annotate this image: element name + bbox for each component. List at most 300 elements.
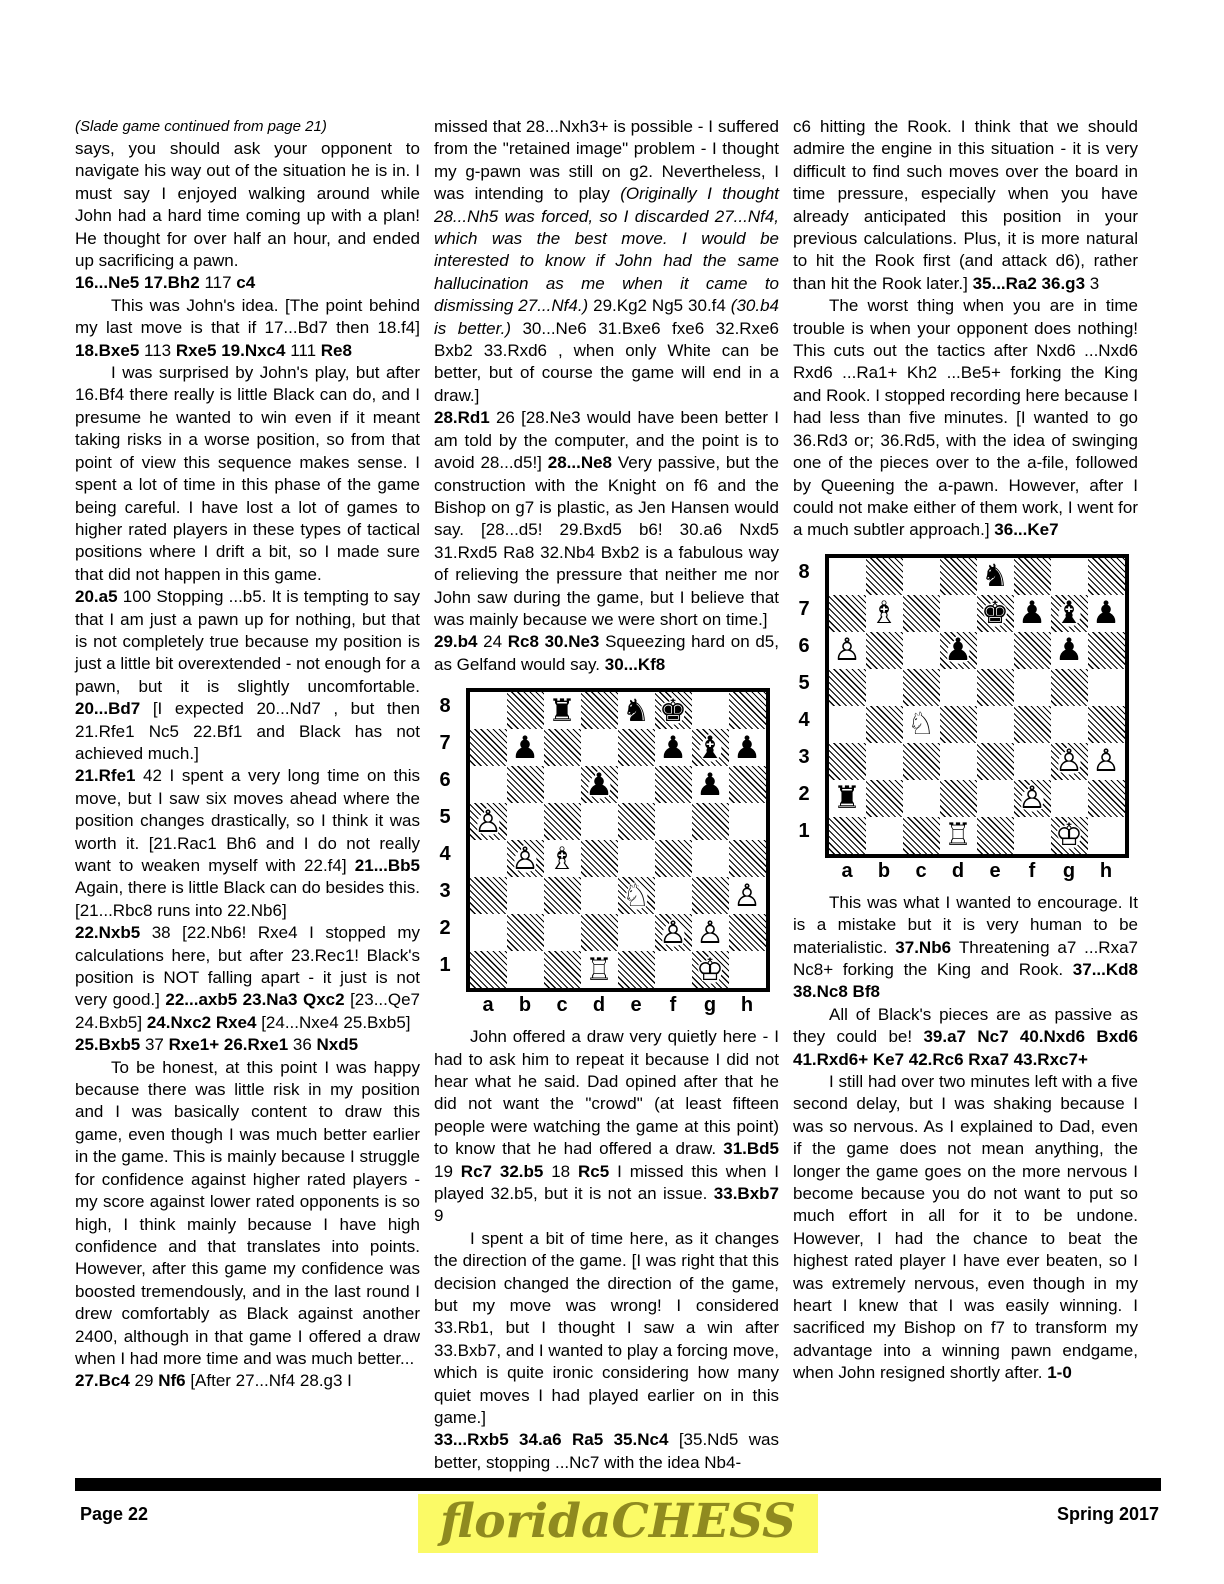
rank-label: 2	[798, 783, 810, 806]
white-pawn-icon: ♙	[730, 878, 765, 914]
board-square	[618, 877, 655, 914]
board-square	[1088, 669, 1125, 706]
board-square	[655, 840, 692, 877]
text-run: Rxe5 19.Nxc4	[175, 340, 291, 360]
board-square	[544, 803, 581, 840]
move-line	[75, 272, 420, 294]
file-label: b	[518, 994, 532, 1017]
board-square	[692, 877, 729, 914]
board-square	[977, 817, 1014, 854]
text-paragraph	[75, 362, 420, 586]
board-square	[729, 914, 766, 951]
board-square	[903, 743, 940, 780]
text-run: Nxd5	[316, 1035, 359, 1055]
text-run: [23...Qe7 24.Bxb5]	[75, 990, 420, 1032]
text-run: 1-0	[1047, 1363, 1072, 1383]
text-run: (Slade game continued from page 21)	[75, 118, 327, 135]
board-square	[829, 817, 866, 854]
board-square	[1088, 780, 1125, 817]
board-square	[470, 840, 507, 877]
black-bishop-icon: ♝	[693, 730, 728, 766]
board-square	[544, 692, 581, 729]
board-square	[1051, 632, 1088, 669]
board-square	[866, 817, 903, 854]
file-label: f	[669, 994, 677, 1017]
text-paragraph	[434, 1228, 779, 1430]
board-square	[1088, 632, 1125, 669]
rank-label: 6	[439, 769, 451, 792]
white-knight-icon: ♘	[619, 878, 654, 914]
white-bishop-icon: ♗	[545, 841, 580, 877]
text-run: 100 Stopping ...b5. It is tempting to say that I am just a pawn up for nothing, but that is not completely true because my position is just a little bit overextended - not enough for a pawn, but it is slightly uncomfortable.	[75, 587, 420, 696]
board-square	[940, 632, 977, 669]
column-middle	[434, 116, 779, 1474]
board-square	[692, 803, 729, 840]
board-square	[692, 766, 729, 803]
board-square	[692, 729, 729, 766]
white-pawn-icon: ♙	[1052, 743, 1087, 779]
page-number: Page 22	[80, 1504, 149, 1524]
move-line	[75, 1034, 420, 1056]
file-label: h	[1099, 859, 1113, 882]
file-label: e	[630, 994, 642, 1017]
board-square	[1014, 817, 1051, 854]
text-run: 113	[144, 340, 176, 360]
board-square	[1014, 595, 1051, 632]
board-square	[866, 558, 903, 595]
rank-label: 3	[798, 746, 810, 769]
board-square	[581, 951, 618, 988]
text-run: Threatening a7 ...Rxa7 Nc8+ forking the King and Rook.	[793, 937, 1138, 979]
text-paragraph	[75, 1370, 420, 1392]
white-rook-icon: ♖	[941, 817, 976, 853]
black-king-icon: ♚	[978, 595, 1013, 631]
file-label: d	[592, 994, 606, 1017]
file-label: c	[556, 994, 568, 1017]
text-run: 37...Kd8 38.Nc8 Bf8	[793, 959, 1138, 1002]
black-rook-icon: ♜	[830, 780, 865, 816]
file-labels	[470, 992, 774, 1018]
file-label: e	[989, 859, 1001, 882]
board-square	[729, 729, 766, 766]
black-pawn-icon: ♟	[941, 632, 976, 668]
text-paragraph	[75, 1057, 420, 1371]
board-square	[1051, 706, 1088, 743]
board-square	[829, 558, 866, 595]
black-pawn-icon: ♟	[656, 730, 691, 766]
text-run: 36...Ke7	[994, 520, 1059, 540]
column-right	[793, 116, 1138, 1474]
board-square	[507, 914, 544, 951]
black-rook-icon: ♜	[545, 693, 580, 729]
board-square	[977, 743, 1014, 780]
board-square	[507, 766, 544, 803]
board-square	[1051, 595, 1088, 632]
text-paragraph	[75, 295, 420, 362]
board-square	[1051, 817, 1088, 854]
board-square	[866, 706, 903, 743]
text-run: The worst thing when you are in time trouble is when your opponent does nothing! This cuts out the tactics after Nxd6 ...Nxd6 Rxd6 ...Ra1+ Kh2 ...Be5+ forking the King and Rook. I stopped recording here because I had less than five minutes. [I wanted to go 36.Rd3 or; 36.Rd5, with the idea of swinging one of the pieces over to the a-file, followed by Queening the a-pawn. However, after I could not make either of them work, I went for a much subtler approach.]	[793, 296, 1138, 540]
text-run: All of Black's pieces are as passive as they could be!	[793, 1004, 1138, 1047]
black-pawn-icon: ♟	[693, 767, 728, 803]
text-paragraph	[434, 407, 779, 631]
text-run: This was what I wanted to encourage. It is a mistake but it is very human to be materialistic.	[793, 892, 1138, 957]
board-square	[1014, 669, 1051, 706]
rank-labels	[440, 688, 466, 992]
board-square	[618, 692, 655, 729]
white-king-icon: ♔	[693, 952, 728, 988]
board-square	[507, 692, 544, 729]
board-square	[903, 595, 940, 632]
board-square	[1051, 669, 1088, 706]
text-paragraph	[75, 138, 420, 272]
board-square	[507, 729, 544, 766]
board-square	[977, 780, 1014, 817]
board-square	[940, 780, 977, 817]
board-square	[655, 877, 692, 914]
board-square	[581, 692, 618, 729]
text-run: [After 27...Nf4 28.g3 I	[190, 1371, 352, 1391]
board-square	[1088, 595, 1125, 632]
board-square	[470, 729, 507, 766]
board-square	[1051, 743, 1088, 780]
text-run: To be honest, at this point I was happy because there was little risk in my position and I was basically content to draw this game, even though I was much better earlier in the game. This is mainly because I struggle for confidence against higher rated players - my score against lower rated opponents is so high, I think mainly because I have high confidence and that translates into points. However, after this game my confidence was boosted tremendously, and in the last round I drew comfortably as Black against another 2400, although in that game I offered a draw when I had more time and was much better...	[75, 1057, 420, 1368]
board-square	[829, 706, 866, 743]
board-square	[655, 914, 692, 951]
text-run: c6 hitting the Rook. I think that we should admire the engine in this situation - it is very difficult to find such moves over the board in time pressure, especially when you have already anticipated this position in your previous calculations. Plus, it is more natural to hit the Rook first (and attack d6), rather than hit the Rook later.]	[793, 117, 1138, 293]
chess-board	[825, 554, 1129, 858]
board-square	[470, 877, 507, 914]
board-square	[1088, 743, 1125, 780]
rank-label: 1	[439, 954, 451, 977]
board-square	[692, 951, 729, 988]
board-square	[507, 803, 544, 840]
text-run: I was surprised by John's play, but after 16.Bf4 there really is little Black can do, and I presume he wanted to win even if it meant taking risks in a worse position, so from that point of view this sequence makes sense. I spent a lot of time in this phase of the game being careful. I have lost a lot of games to higher rated players in these types of tactical positions where I drift a bit, so I made sure that did not happen in this game.	[75, 363, 420, 584]
white-pawn-icon: ♙	[830, 632, 865, 668]
board-square	[729, 951, 766, 988]
text-run: Rc7 32.b5	[460, 1161, 552, 1181]
file-label: g	[703, 994, 717, 1017]
white-pawn-icon: ♙	[1015, 780, 1050, 816]
board-square	[1014, 780, 1051, 817]
board-square	[729, 803, 766, 840]
board-square	[618, 914, 655, 951]
board-square	[655, 729, 692, 766]
board-square	[729, 840, 766, 877]
board-square	[829, 743, 866, 780]
white-pawn-icon: ♙	[693, 915, 728, 951]
board-square	[544, 729, 581, 766]
text-paragraph	[434, 116, 779, 407]
board-square	[618, 729, 655, 766]
board-square	[829, 632, 866, 669]
board-square	[729, 692, 766, 729]
board-square	[940, 558, 977, 595]
text-run: says, you should ask your opponent to navigate his way out of the situation he is in. I must say I enjoyed walking around while John had a hard time coming up with a plan! He thought for over half an hour, and ended up sacrificing a pawn.	[75, 139, 420, 271]
board-square	[1088, 706, 1125, 743]
text-run: 28...Ne8	[547, 453, 618, 473]
black-pawn-icon: ♟	[730, 730, 765, 766]
text-paragraph	[793, 1004, 1138, 1071]
text-run: Nf6	[158, 1371, 191, 1391]
footer-divider	[75, 1478, 1161, 1491]
board-square	[544, 914, 581, 951]
text-run: Squeezing hard on d5, as Gelfand would say.	[434, 632, 779, 674]
board-square	[729, 877, 766, 914]
text-run: 111	[290, 340, 321, 360]
board-square	[655, 692, 692, 729]
text-run: 29.Kg2 Ng5 30.f4	[588, 296, 731, 316]
text-run: 19	[434, 1161, 461, 1181]
text-run: 37.Nb6	[895, 937, 959, 957]
file-label: g	[1062, 859, 1076, 882]
rank-label: 5	[439, 806, 451, 829]
white-king-icon: ♔	[1052, 817, 1087, 853]
board-square	[544, 951, 581, 988]
board-square	[581, 766, 618, 803]
text-run: 31.Bd5	[723, 1139, 779, 1159]
board-square	[977, 632, 1014, 669]
rank-label: 5	[798, 672, 810, 695]
text-run: 33.Bxb7	[713, 1184, 779, 1203]
black-pawn-icon: ♟	[1015, 595, 1050, 631]
rank-label: 3	[439, 880, 451, 903]
white-pawn-icon: ♙	[508, 841, 543, 877]
board-square	[866, 632, 903, 669]
board-square	[470, 951, 507, 988]
text-run: 39.a7 Nc7 40.Nxd6 Bxd6 41.Rxd6+ Ke7 42.Rc6 Rxa7 43.Rxc7+	[793, 1027, 1138, 1069]
board-square	[940, 743, 977, 780]
board-square	[1014, 706, 1051, 743]
text-run: 21...Bb5	[354, 856, 420, 875]
text-paragraph	[793, 295, 1138, 541]
board-square	[655, 951, 692, 988]
board-square	[655, 803, 692, 840]
board-square	[470, 766, 507, 803]
file-label: a	[482, 994, 494, 1017]
board-square	[655, 766, 692, 803]
text-run: c4	[236, 273, 256, 293]
white-bishop-icon: ♗	[867, 595, 902, 631]
text-run: John offered a draw very quietly here - I had to ask him to repeat it because I did not hear what he said. Dad opined after that he did not want the "crowd" (at least fifteen people were watching the game at this point) to know that he had offered a draw.	[434, 1027, 779, 1159]
black-knight-icon: ♞	[619, 693, 654, 729]
board-square	[692, 840, 729, 877]
file-label: d	[951, 859, 965, 882]
file-label: f	[1028, 859, 1036, 882]
board-square	[581, 729, 618, 766]
text-run: 24	[483, 632, 508, 652]
text-run: 16...Ne5 17.Bh2	[75, 273, 205, 293]
board-square	[692, 692, 729, 729]
black-pawn-icon: ♟	[582, 767, 617, 803]
rank-label: 8	[798, 561, 810, 584]
chess-diagram	[799, 554, 1133, 884]
board-square	[470, 914, 507, 951]
text-run: 18.Bxe5	[75, 340, 144, 360]
text-run: I still had over two minutes left with a five second delay, but I was shaking because I was so nervous. As I explained to Dad, even if the game does not mean anything, the longer the game goes on the more nervous I become because you do not want to put so much effort in all for it to be undone. However, I had the chance to beat the highest rated player I have ever beaten, so I was extremely nervous, even though in my heart I knew that I was easily winning. I sacrificed my Bishop on f7 to transform my advantage into a winning pawn endgame, when John resigned shortly after.	[793, 1071, 1138, 1383]
file-label: b	[877, 859, 891, 882]
rank-label: 8	[439, 695, 451, 718]
text-run: (Originally I thought 28...Nh5 was forced, so I discarded 27...Nf4, which was the best move. I would be interested to know if John had the same hallucination as me when it came to dismissing 27...Nf4.)	[434, 184, 780, 316]
board-square	[470, 803, 507, 840]
text-run: 21.Rfe1	[75, 766, 144, 786]
text-paragraph	[434, 631, 779, 676]
white-pawn-icon: ♙	[471, 804, 506, 840]
board-square	[903, 558, 940, 595]
text-paragraph	[75, 765, 420, 922]
rank-label: 1	[798, 820, 810, 843]
black-king-icon: ♚	[656, 693, 691, 729]
board-square	[903, 706, 940, 743]
board-square	[544, 877, 581, 914]
text-run: Rc5	[578, 1161, 618, 1181]
file-labels	[829, 858, 1133, 884]
chess-board	[466, 688, 770, 992]
article-body	[75, 116, 1138, 1474]
text-run: missed that 28...Nxh3+ is possible - I suffered from the "retained image" problem - I thought my g-pawn was still on g2. Nevertheless, I was intending to play	[434, 117, 779, 204]
board-square	[829, 780, 866, 817]
board-square	[507, 877, 544, 914]
text-run: 9	[434, 1206, 444, 1226]
text-run: 42 I spent a very long time on this move, but I saw six moves ahead where the position changes drastically, so I think it was worth it. [21.Rac1 Bh6 and I do not really want to weaken myself with 22.f4]	[75, 766, 420, 875]
text-run: This was John's idea. [The point behind my last move is that if 17...Bd7 then 18.f4]	[75, 295, 420, 338]
text-run: [35.Nd5 was better, stopping ...Nc7 with the idea Nb4-	[434, 1430, 779, 1472]
text-run: 28.Rd1	[434, 408, 496, 428]
board-square	[977, 558, 1014, 595]
board-square	[903, 632, 940, 669]
text-run: 26 [28.Ne3 would have been better I am told by the computer, and the point is to avoid 28...d5!]	[434, 408, 779, 473]
board-square	[544, 766, 581, 803]
text-paragraph	[75, 586, 420, 765]
board-square	[544, 840, 581, 877]
text-paragraph	[793, 116, 1138, 295]
text-paragraph	[75, 922, 420, 1034]
file-label: a	[841, 859, 853, 882]
file-label: c	[915, 859, 927, 882]
board-square	[977, 669, 1014, 706]
text-paragraph	[793, 1071, 1138, 1385]
board-square	[866, 669, 903, 706]
board-square	[581, 840, 618, 877]
board-square	[940, 595, 977, 632]
issue-label: Spring 2017	[1056, 1504, 1159, 1524]
board-square	[866, 595, 903, 632]
board-square	[940, 706, 977, 743]
board-square	[903, 780, 940, 817]
text-run: (30.b4 is better.)	[434, 296, 779, 338]
board-square	[866, 743, 903, 780]
text-run: 27.Bc4	[75, 1371, 135, 1391]
text-run: [24...Nxe4 25.Bxb5]	[261, 1012, 411, 1032]
white-knight-icon: ♘	[904, 706, 939, 742]
text-run: 25.Bxb5	[75, 1035, 145, 1055]
text-run: 24.Nxc2 Rxe4	[146, 1012, 262, 1032]
black-pawn-icon: ♟	[1089, 595, 1124, 631]
text-run: 20.a5	[75, 587, 123, 607]
text-run: 37	[144, 1035, 169, 1055]
board-square	[1014, 632, 1051, 669]
board-square	[903, 817, 940, 854]
board-square	[977, 595, 1014, 632]
board-square	[940, 817, 977, 854]
text-run: I spent a bit of time here, as it changes the direction of the game. [I was right that this decision changed the direction of the game, but my move was wrong! I considered 33.Rb1, but I thought I saw a win after 33.Bxb7, and I wanted to play a forcing move, which is quite ironic considering how many quiet moves I had played earlier on in this game.]	[434, 1228, 779, 1428]
white-pawn-icon: ♙	[656, 915, 691, 951]
black-pawn-icon: ♟	[508, 730, 543, 766]
board-square	[1088, 817, 1125, 854]
black-pawn-icon: ♟	[1052, 632, 1087, 668]
text-run: 33...Rxb5 34.a6 Ra5 35.Nc4	[434, 1430, 679, 1450]
text-paragraph	[793, 892, 1138, 1004]
text-run: 3	[1089, 273, 1100, 293]
column-left	[75, 116, 420, 1474]
black-knight-icon: ♞	[978, 558, 1013, 594]
board-square	[581, 877, 618, 914]
text-run: 38 [22.Nb6! Rxe4 I stopped my calculations here, but after 23.Rec1! Black's position is NOT falling apart - it just is not very good.]	[75, 923, 420, 1010]
board-square	[729, 766, 766, 803]
board-square	[1014, 743, 1051, 780]
board-square	[618, 951, 655, 988]
rank-label: 4	[798, 709, 810, 732]
text-run: Very passive, but the construction with the Knight on f6 and the Bishop on g7 is plastic, as Jen Hansen would say. [28...d5! 29.Bxd5 b6! 30.a6 Nxd5 31.Rxd5 Ra8 32.Nb4 Bxb2 is a fabulous way of relieving the pressure that neither me nor John saw during the game, but I believe that was mainly because we were short on time.]	[434, 453, 779, 629]
text-run: 20...Bd7	[75, 699, 153, 719]
board-square	[1051, 558, 1088, 595]
continuation-note	[75, 116, 420, 138]
board-square	[507, 951, 544, 988]
black-bishop-icon: ♝	[1052, 595, 1087, 631]
board-square	[470, 692, 507, 729]
text-paragraph	[434, 1026, 779, 1228]
text-run: 22.Nxb5	[75, 923, 152, 943]
board-square	[581, 803, 618, 840]
board-square	[1014, 558, 1051, 595]
text-run: 29.b4	[434, 632, 484, 652]
board-square	[581, 914, 618, 951]
text-paragraph	[434, 1429, 779, 1474]
rank-label: 4	[439, 843, 451, 866]
board-square	[903, 669, 940, 706]
text-run: 36	[292, 1035, 317, 1055]
board-square	[866, 780, 903, 817]
board-square	[940, 669, 977, 706]
rank-label: 7	[798, 598, 810, 621]
text-run: Re8	[320, 340, 352, 360]
board-square	[507, 840, 544, 877]
text-run: [I expected 20...Nd7 , but then 21.Rfe1 Nc5 22.Bf1 and Black has not achieved much.]	[75, 699, 421, 763]
text-run: Again, there is little Black can do besides this. [21...Rbc8 runs into 22.Nb6]	[75, 878, 420, 920]
chess-diagram	[440, 688, 774, 1018]
rank-label: 2	[439, 917, 451, 940]
board-square	[692, 914, 729, 951]
rank-labels	[799, 554, 825, 858]
white-pawn-icon: ♙	[1089, 743, 1124, 779]
text-run: 18	[551, 1161, 579, 1181]
text-run: Rc8 30.Ne3	[507, 632, 606, 652]
rank-label: 7	[439, 732, 451, 755]
text-run: Rxe1+ 26.Rxe1	[168, 1035, 293, 1055]
file-label: h	[740, 994, 754, 1017]
text-run: I missed this when I played 32.b5, but it is not an issue.	[434, 1161, 779, 1203]
board-square	[1088, 558, 1125, 595]
board-square	[618, 803, 655, 840]
board-square	[1051, 780, 1088, 817]
text-run: 30...Ne6 31.Bxe6 fxe6 32.Rxe6 Bxb2 33.Rxd6 , when only White can be better, but of course the game will end in a draw.]	[434, 318, 779, 405]
board-square	[977, 706, 1014, 743]
text-run: 30...Kf8	[604, 654, 666, 674]
text-run: 29	[134, 1371, 159, 1391]
text-run: 35...Ra2 36.g3	[972, 273, 1090, 293]
rank-label: 6	[798, 635, 810, 658]
text-run: 22...axb5 23.Na3 Qxc2	[165, 990, 351, 1010]
